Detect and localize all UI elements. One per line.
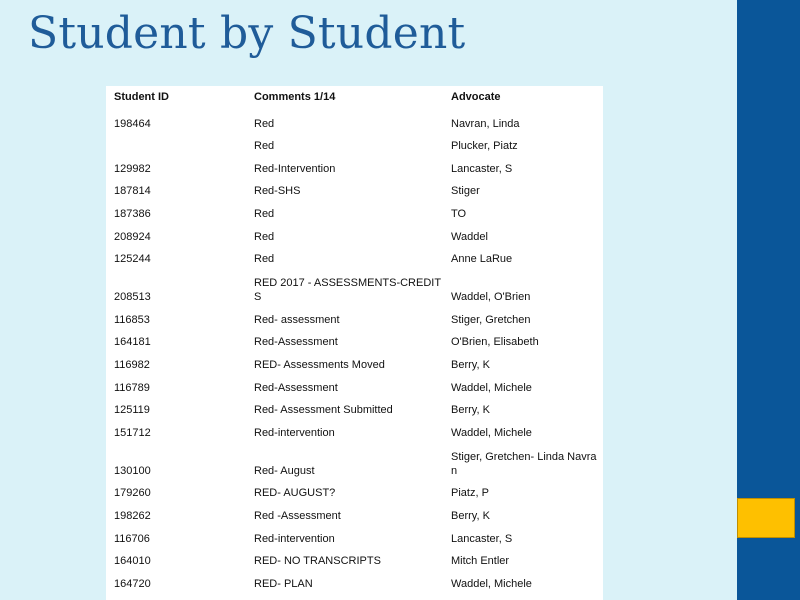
student-id-cell: 116706 (114, 532, 150, 545)
student-id-cell: 116789 (114, 381, 150, 394)
comment-cell: Red (254, 117, 275, 130)
student-id-cell: 198262 (114, 509, 151, 522)
comment-cell: RED- NO TRANSCRIPTS (254, 555, 381, 568)
advocate-cell: Waddel, Michele (451, 381, 532, 394)
comment-cell: Red-Assessment (254, 336, 338, 349)
table-row (106, 131, 601, 154)
student-id-cell: 130100 (114, 464, 151, 477)
table-header-row (106, 86, 601, 108)
table-row (106, 372, 601, 395)
comment-cell: RED- Assessments Moved (254, 358, 385, 371)
advocate-cell: Stiger (451, 185, 480, 198)
advocate-cell: Lancaster, S (451, 162, 513, 175)
advocate-cell: Berry, K (451, 404, 490, 417)
student-id-cell: 125119 (114, 404, 150, 417)
advocate-cell: Navran, Linda (451, 117, 520, 130)
advocate-cell: Waddel, O'Brien (451, 291, 531, 304)
table-row (106, 176, 601, 199)
student-id-cell: 208513 (114, 291, 151, 304)
table-row (106, 304, 601, 327)
comment-cell: Red -Assessment (254, 509, 341, 522)
student-id-cell: 179260 (114, 487, 151, 500)
table-row (106, 153, 601, 176)
table-row (106, 221, 601, 244)
student-id-cell: 198464 (114, 117, 151, 130)
table-row (106, 440, 601, 478)
comment-cell: Red-Assessment (254, 381, 338, 394)
table-row (106, 546, 601, 569)
student-id-cell: 164181 (114, 336, 151, 349)
slide-title: Student by Student (28, 8, 466, 59)
comment-cell: Red (254, 253, 275, 266)
header-comments: Comments 1/14 (254, 91, 336, 103)
comment-cell: Red- Assessment Submitted (254, 404, 393, 417)
comment-cell: Red-SHS (254, 185, 301, 198)
comment-cell: RED 2017 - ASSESSMENTS-CREDITS (254, 277, 442, 304)
comment-cell: Red (254, 207, 275, 220)
table-row (106, 417, 601, 440)
student-id-cell: 125244 (114, 253, 151, 266)
advocate-cell: Anne LaRue (451, 253, 513, 266)
header-advocate: Advocate (451, 91, 501, 103)
advocate-cell: Stiger, Gretchen (451, 313, 531, 326)
table-row (106, 244, 601, 267)
student-table-container (106, 86, 603, 600)
advocate-cell: TO (451, 207, 467, 220)
advocate-cell: Plucker, Piatz (451, 140, 518, 153)
student-id-cell: 129982 (114, 162, 151, 175)
advocate-cell: Piatz, P (451, 487, 489, 500)
student-table (106, 86, 601, 591)
comment-cell: RED- PLAN (254, 577, 313, 590)
comment-cell: Red (254, 140, 275, 153)
student-id-cell: 151712 (114, 426, 151, 439)
table-row (106, 395, 601, 418)
table-row (106, 478, 601, 501)
advocate-cell: Waddel, Michele (451, 426, 532, 439)
student-id-cell: 116982 (114, 358, 150, 371)
comment-cell: RED- AUGUST? (254, 487, 336, 500)
table-row (106, 327, 601, 350)
table-row (106, 523, 601, 546)
advocate-cell: Berry, K (451, 509, 490, 522)
advocate-cell: Lancaster, S (451, 532, 513, 545)
table-row (106, 349, 601, 372)
comment-cell: Red- August (254, 464, 315, 477)
student-id-cell: 164010 (114, 555, 151, 568)
advocate-cell: O'Brien, Elisabeth (451, 336, 539, 349)
student-id-cell: 187386 (114, 207, 151, 220)
table-row (106, 500, 601, 523)
comment-cell: Red (254, 230, 275, 243)
table-row (106, 266, 601, 304)
student-id-cell: 187814 (114, 185, 151, 198)
table-row (106, 108, 601, 131)
table-row (106, 198, 601, 221)
student-id-cell: 116853 (114, 313, 150, 326)
accent-block (737, 498, 795, 538)
advocate-cell: Waddel (451, 230, 488, 243)
comment-cell: Red-intervention (254, 532, 335, 545)
student-id-cell: 208924 (114, 230, 151, 243)
header-student-id: Student ID (114, 91, 169, 103)
advocate-cell: Stiger, Gretchen- Linda Navran (451, 450, 597, 477)
comment-cell: Red-intervention (254, 426, 335, 439)
advocate-cell: Berry, K (451, 358, 490, 371)
comment-cell: Red- assessment (254, 313, 340, 326)
advocate-cell: Waddel, Michele (451, 577, 532, 590)
advocate-cell: Mitch Entler (451, 555, 510, 568)
table-row (106, 568, 601, 591)
student-id-cell: 164720 (114, 577, 151, 590)
comment-cell: Red-Intervention (254, 162, 336, 175)
